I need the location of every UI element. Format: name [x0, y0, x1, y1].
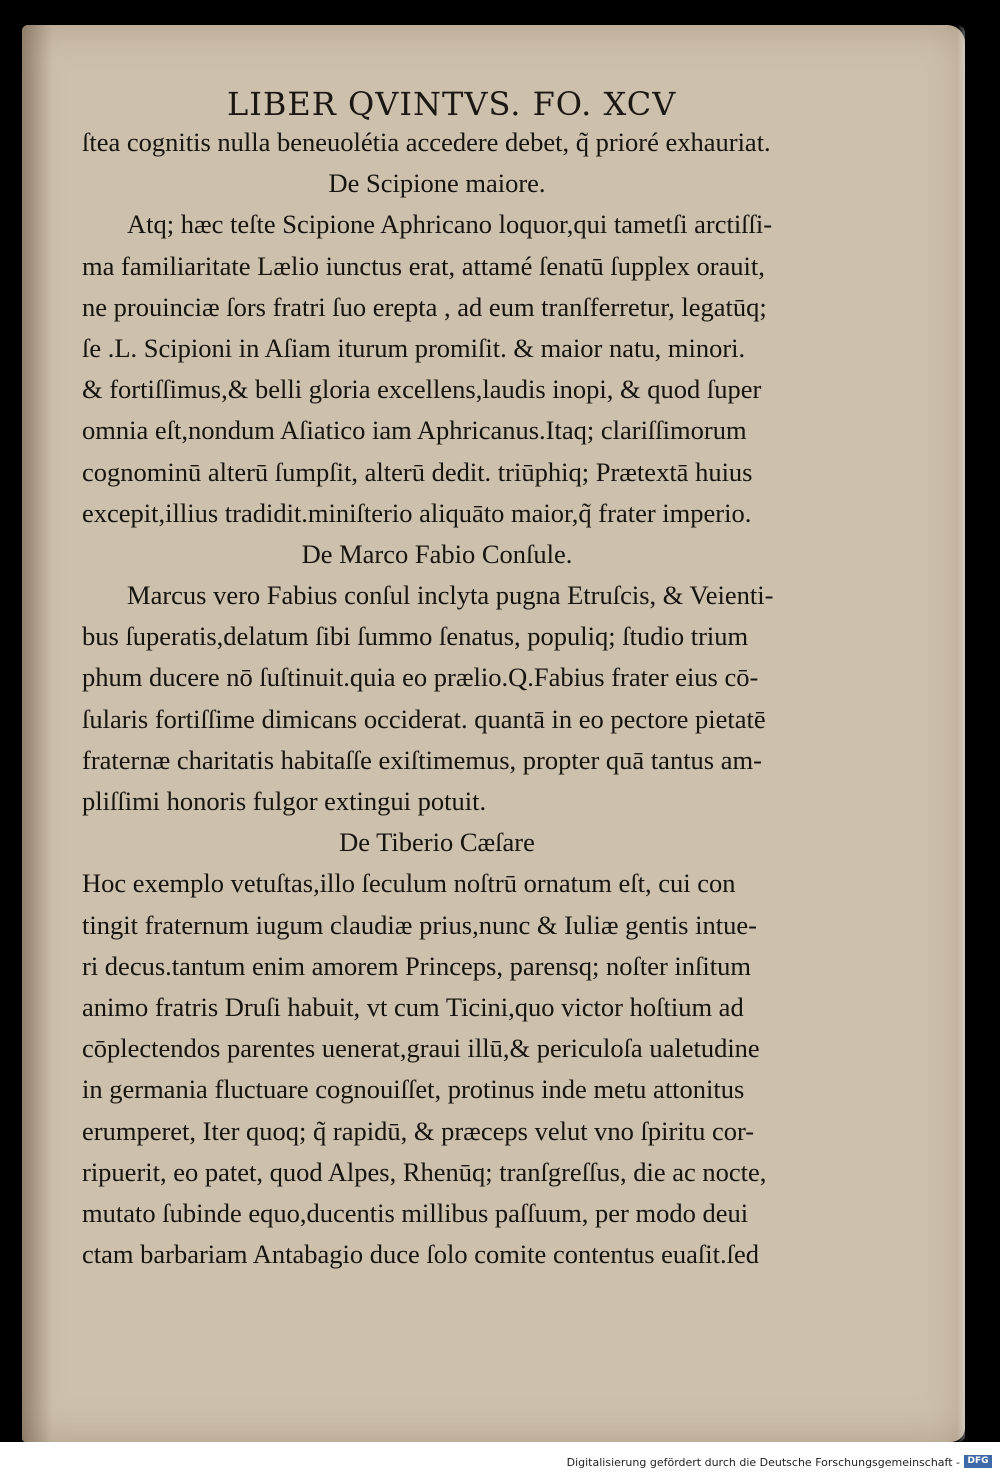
- gutter-shadow: [22, 25, 52, 1442]
- text-line: ripuerit, eo patet, quod Alpes, Rhenūq; tranſgreſſus, die ac nocte,: [82, 1156, 767, 1187]
- text-line: & fortiſſimus,& belli gloria excellens,laudis inopi, & quod ſuper: [82, 374, 762, 405]
- footer-credit: Digitalisierung gefördert durch die Deutsche Forschungsgemeinschaft -: [566, 1456, 960, 1469]
- text-line: ri decus.tantum enim amorem Princeps, parensq; noſter inſitum: [82, 950, 751, 981]
- text-line: bus ſuperatis,delatum ſibi ſummo ſenatus, populiq; ſtudio trium: [82, 621, 749, 652]
- text-line: in germania fluctuare cognouiſſet, protinus inde metu attonitus: [82, 1074, 745, 1105]
- text-line: ſularis fortiſſime dimicans occiderat. quantā in eo pectore pietatē: [82, 703, 766, 734]
- section-heading: De Tiberio Cæſare: [339, 827, 535, 858]
- text-line: phum ducere nō ſuſtinuit.quia eo prælio.Q.Fabius frater eius cō-: [82, 662, 759, 693]
- text-line: ſe .L. Scipioni in Aſiam iturum promiſit. & maior natu, minori.: [82, 332, 746, 363]
- text-line: Marcus vero Fabius conſul inclyta pugna Etruſcis, & Veienti-: [127, 580, 774, 611]
- running-header: LIBER QVINTVS. FO. XCV: [227, 85, 677, 123]
- text-line: cōplectendos parentes uenerat,graui illū,& periculoſa ualetudine: [82, 1033, 760, 1064]
- text-line: Atq; hæc teſte Scipione Aphricano loquor,qui tametſi arctiſſi-: [127, 209, 773, 240]
- text-line: excepit,illius tradidit.miniſterio aliquāto maior,q̃ frater imperio.: [82, 497, 752, 528]
- text-line: ne prouinciæ ſors fratri ſuo erepta , ad eum tranſferretur, legatūq;: [82, 291, 767, 322]
- text-line: omnia eſt,nondum Aſiatico iam Aphricanus.Itaq; clariſſimorum: [82, 415, 747, 446]
- text-line: fraternæ charitatis habitaſſe exiſtimemus, propter quā tantus am-: [82, 744, 762, 775]
- text-line: animo fratris Druſi habuit, vt cum Ticini,quo victor hoſtium ad: [82, 991, 744, 1022]
- text-line: ſtea cognitis nulla beneuolétia accedere debet, q̃ prioré exhauriat.: [82, 127, 771, 157]
- section-heading: De Marco Fabio Conſule.: [301, 538, 573, 569]
- book-page: [22, 25, 965, 1442]
- footer-bar: [0, 1442, 1000, 1479]
- dfg-logo: DFG: [964, 1455, 992, 1468]
- body-text: [82, 122, 832, 1275]
- text-line: mutato ſubinde equo,ducentis millibus paſſuum, per modo deui: [82, 1197, 749, 1228]
- text-line: tingit fraternum iugum claudiæ prius,nunc & Iuliæ gentis intue-: [82, 909, 757, 940]
- page-edge: [957, 25, 965, 1442]
- text-line: cognominū alterū ſumpſit, alterū dedit. triūphiq; Prætextā huius: [82, 456, 753, 487]
- text-line: ctam barbariam Antabagio duce ſolo comite contentus euaſit.ſed: [82, 1239, 759, 1270]
- text-line: erumperet, Iter quoq; q̃ rapidū, & præceps velut vno ſpiritu cor-: [82, 1115, 755, 1146]
- text-line: Hoc exemplo vetuſtas,illo ſeculum noſtrū ornatum eſt, cui con: [82, 868, 736, 899]
- section-heading: De Scipione maiore.: [328, 168, 546, 199]
- text-line: pliſſimi honoris fulgor extingui potuit.: [82, 786, 487, 816]
- text-line: ma familiaritate Lælio iunctus erat, attamé ſenatū ſupplex orauit,: [82, 250, 765, 281]
